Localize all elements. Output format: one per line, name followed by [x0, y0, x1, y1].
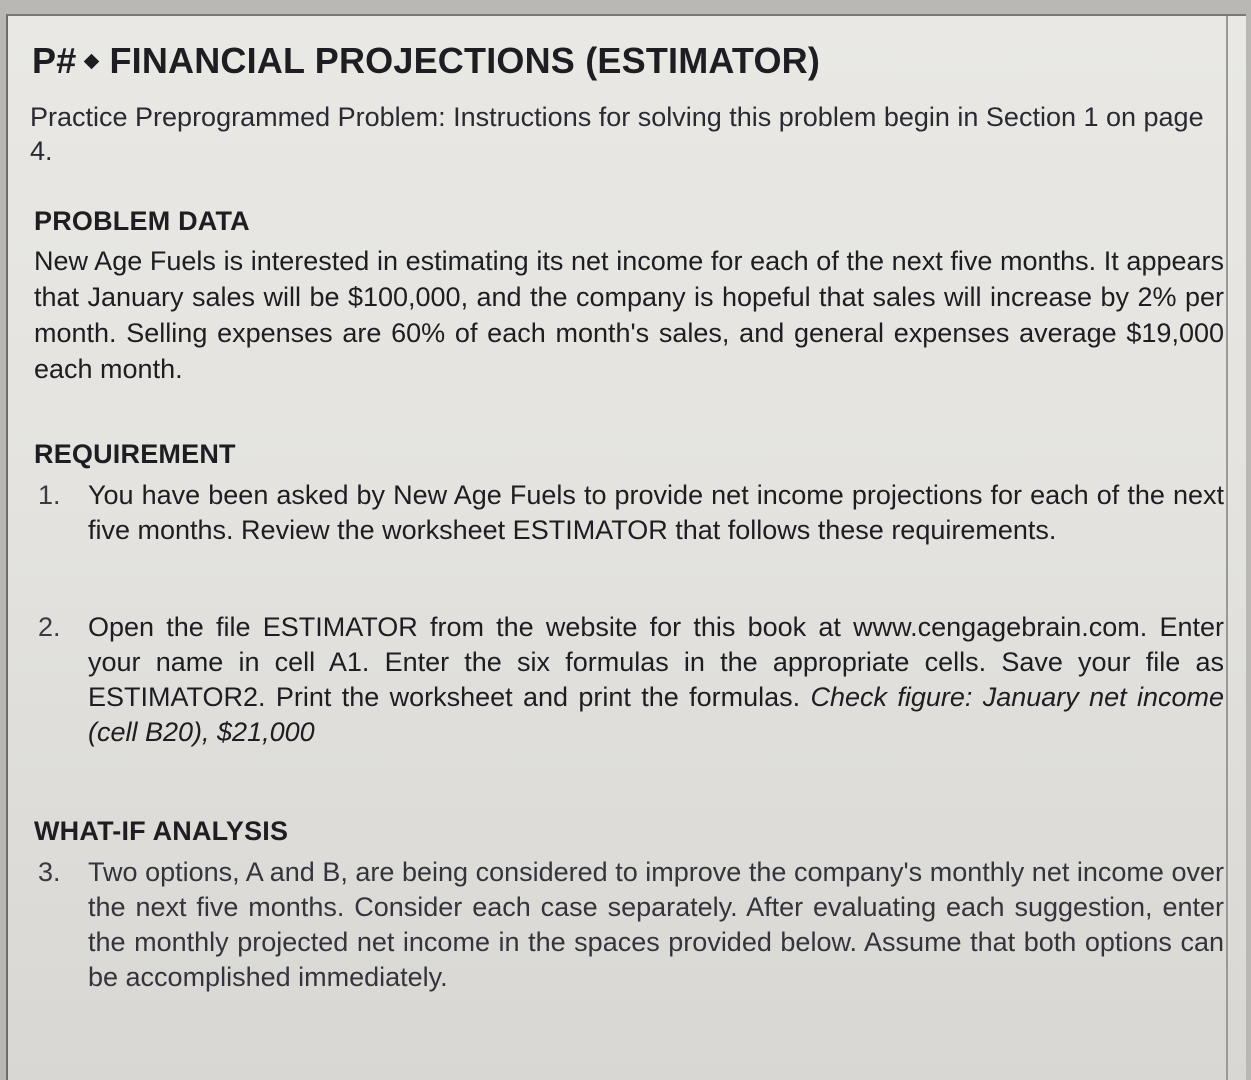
what-if-item-3 — [38, 855, 1224, 995]
requirement-item-2 — [38, 610, 1224, 750]
item-text: Two options, A and B, are being considered to improve the company's monthly net income over the next five months. Consider each case separately. After evaluating each suggestion, enter the monthly projected net income in the spaces provided below. Assume that both options can be accomplished immediately. — [88, 857, 1224, 992]
item-number: 2. — [38, 612, 61, 642]
item-number: 3. — [38, 857, 61, 887]
textbook-page — [6, 14, 1246, 1080]
what-if-heading: WHAT-IF ANALYSIS — [34, 816, 289, 846]
problem-data-text: New Age Fuels is interested in estimating its net income for each of the next five months. It appears that January sales will be $100,000, and the company is hopeful that sales will increase by 2% per month. Selling expenses are 60% of each month's sales, and general expenses average $19,000 each month. — [34, 246, 1224, 384]
check-figure: Check figure: January net income (cell B20), $21,000 — [88, 682, 1224, 747]
item-text-container — [88, 610, 1224, 750]
item-text: You have been asked by New Age Fuels to provide net income projections for each of the next five months. Review the worksheet ESTIMATOR that follows these requirements. — [88, 480, 1224, 545]
requirement-heading: REQUIREMENT — [34, 439, 236, 469]
diamond-bullet-icon — [84, 54, 100, 70]
page-title — [32, 40, 1230, 82]
item-text: Open the file ESTIMATOR from the website for this book at www.cengagebrain.com. Enter your name in cell A1. Enter the six formulas in the appropriate cells. Save your file as ESTIMATOR2. Print the worksheet and print the formulas. — [88, 612, 1224, 712]
title-text: FINANCIAL PROJECTIONS (ESTIMATOR) — [109, 40, 821, 81]
practice-instructions: Practice Preprogrammed Problem: Instructions for solving this problem begin in Section 1 on page 4. — [30, 102, 1204, 166]
page-content — [30, 40, 1230, 995]
item-number: 1. — [38, 480, 61, 510]
problem-data-heading: PROBLEM DATA — [34, 206, 250, 236]
problem-prefix: P# — [32, 40, 77, 81]
requirement-item-1 — [38, 478, 1224, 548]
